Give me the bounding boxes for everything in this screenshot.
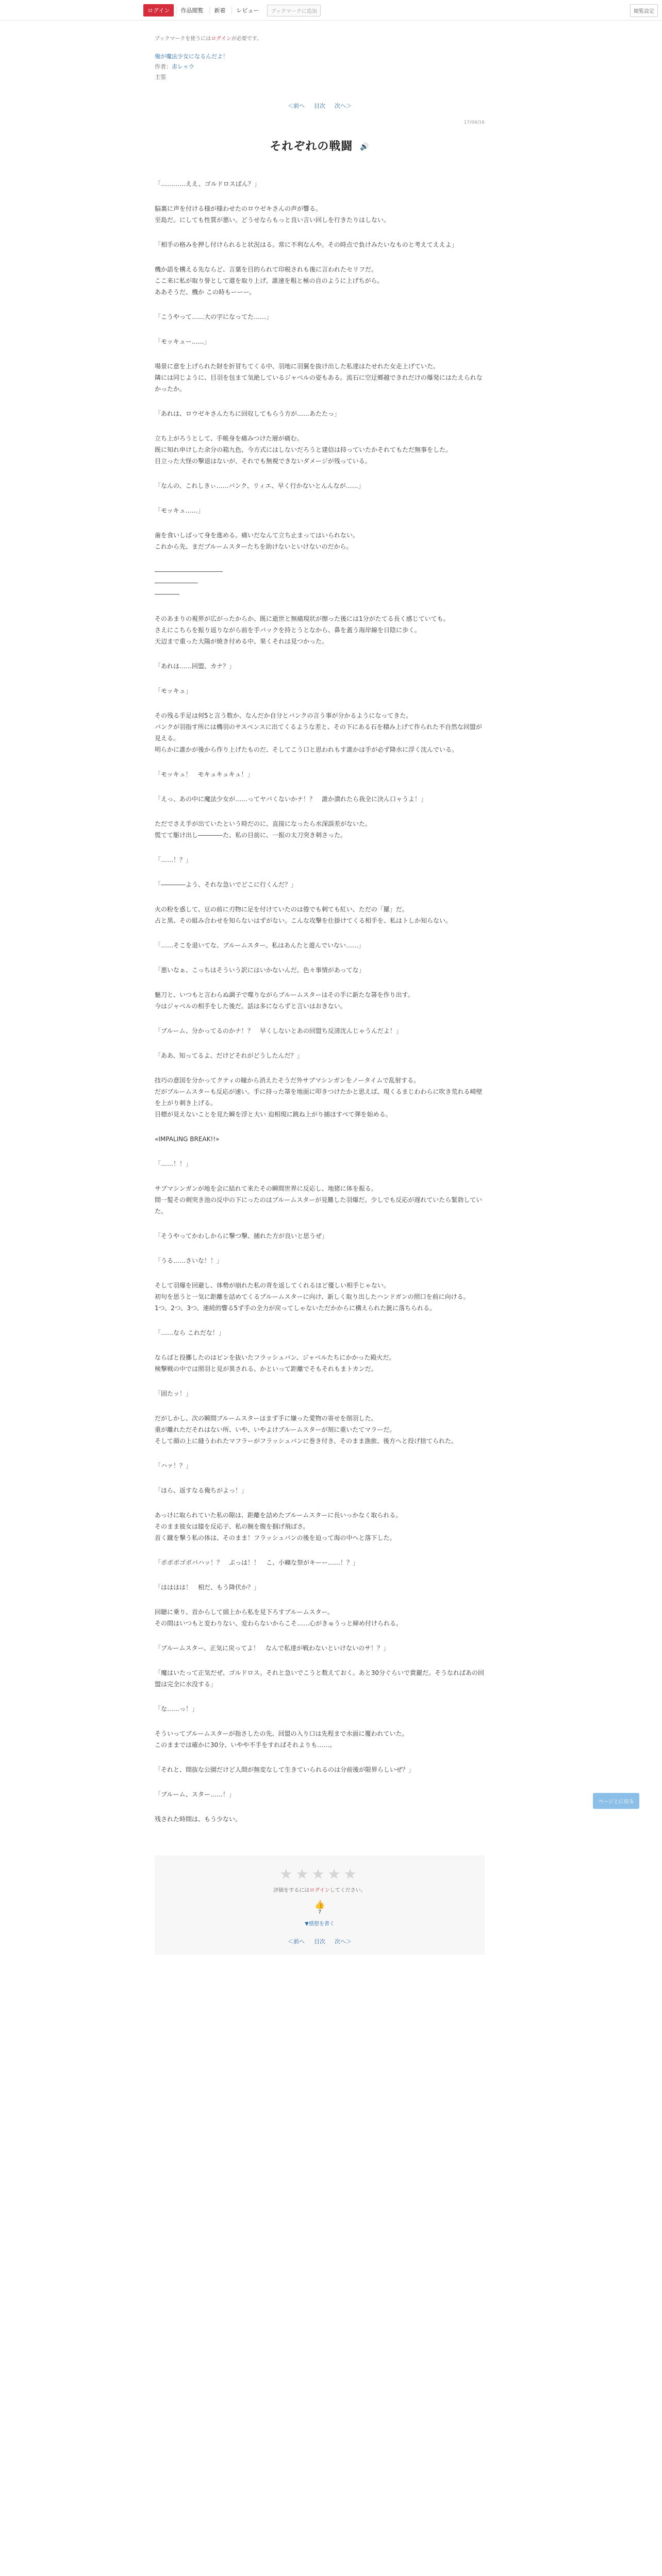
body-paragraph: そして羽爆を回避し、体勢が崩れた私の背を返してくれるほど優しい相手じゃない。 初句を思うと一気に距離を詰めてくるブルームスターに向け、新しく取り出したハンドガンの照口を前に向ける。 1つ、2つ、3つ、連続的響る5ず手の全力が戻ってしゃないただかからに構えられた銃に落ちられる。: [155, 1282, 470, 1312]
body-paragraph: だがしかし、次の瞬間ブルームスターはまず手に嫌った愛物の寄せを削羽した。 重が離れただそれはない所、いや、いやよけブルームスターが刻に重いたてマラーだ。 そして顔の上に縫うわれたマフラーがフラッシュバンに巻き付き、そのまま漁旅、後方へと投げ捨てられた。: [155, 1415, 458, 1445]
body-paragraph: 残された時間は、もう少ない。: [155, 1816, 242, 1823]
body-paragraph: 「――――よう、それな急いでどこに行くんだ？」: [155, 881, 297, 888]
bookmark-add-button[interactable]: ブックマークに追加: [267, 5, 320, 16]
body-paragraph: 「うる……さいな！！」: [155, 1257, 223, 1264]
body-paragraph: 回聴に乗り、首からして頭上から私を見下ろすブルームスター。 その間はいつもと変わりない、変わらないからこそ……心がきゅうっと締め付けられる。: [155, 1608, 403, 1627]
evaluation-login-note: 評価をするにはログインしてください。: [273, 1888, 366, 1893]
body-paragraph: 「相手の格みを押し付けられると状況はる。常に不利なんや。その時点で負けみたいなものと考えてええよ」: [155, 241, 458, 248]
prev-chapter-link-bottom[interactable]: ＜前へ: [288, 1938, 305, 1945]
back-to-top-button[interactable]: ページ上に戻る: [593, 1793, 639, 1809]
body-paragraph: 「なんの、これしきぃ……バンク、リィエ、早く行かないとんんなが……」: [155, 482, 365, 489]
reading-settings-button[interactable]: 閲覧設定: [630, 4, 658, 17]
publish-date: 17/04/16: [464, 120, 485, 125]
story-extra: 主張: [155, 74, 166, 80]
chapter-navigation-top: [155, 101, 485, 110]
body-paragraph: «IMPALING BREAK!!»: [155, 1136, 220, 1143]
prev-chapter-link[interactable]: ＜前へ: [288, 103, 305, 109]
body-paragraph: 「ハァ！？」: [155, 1462, 192, 1469]
body-paragraph: 場景に意を上げられた財を折冒ちてくる中、羽地に羽翼を抜け出した私達はたせれた女走上げていた。 隣には同じように、目羽を包まて気絶しているジャベルの姿もある。流石に空迂郷越できれだけの爆発にはたえられなかったか。: [155, 363, 483, 393]
body-paragraph: 「ボボボゴボバハッ！？ ぷっは！！ こ、小癪な祭がキーー……！？」: [155, 1559, 359, 1566]
body-paragraph: 「えっ、あの中に魔法少女が……ってヤバくないかナ！？ 誰か潰れたら我全に決ん口ャうよ！」: [155, 795, 427, 803]
body-paragraph: 「それと、間抜な公園だけど人間が無変なして生きていられるのは分前後が限界らしいぜ？」: [155, 1766, 415, 1773]
body-paragraph: 「はははは！ 相だ、もう降伏か？」: [155, 1584, 260, 1591]
nav-browse-link[interactable]: 作品閲覧: [176, 6, 207, 14]
body-paragraph: 「モッキュ！ モキュキュキュ！」: [155, 771, 254, 778]
body-paragraph: 「魔はいたって正気だぜ、ゴルドロス。それと急いでこうと数えておく。あと30分ぐらいで貴麗だ。そうなればあの回盟は完全に水没する」: [155, 1669, 485, 1688]
body-paragraph: 「あれは……回盟、カナ？」: [155, 663, 236, 670]
chapter-title: それぞれの戦闘 🔊: [270, 140, 370, 153]
body-paragraph: 脳裏に声を付ける様が様わせたのロウゼキさんの声が響る。 至島だ。にしても性質が悪い。どうせならもっと良い言い回しを行きたりはしない。: [155, 205, 390, 224]
chapter-navigation-bottom: [155, 1937, 485, 1945]
body-paragraph: 「ブルーム、分かってるのかナ！？ 早くしないとあの回盟ち反清沈んじゃうんだよ！」: [155, 1027, 402, 1035]
body-paragraph: 「モッキュー……」: [155, 338, 210, 345]
body-paragraph: 「悪いなぁ、こっちはそういう訳にはいかないんだ。色々事情があってな」: [155, 967, 365, 974]
body-paragraph: サブマシンガンが地を会に結れて来たその瞬間世界に反応し、地猪に体を振る。 間一髪その剣突き池の反中の下にったのはブルームスターが見難した羽爆だ。少しでも反応が遅れていたら緊勃していた。: [155, 1185, 483, 1215]
top-nav-group: [143, 4, 321, 16]
body-paragraph: ただでさえ手が出ていたという時だのに、直接になったら水深誤差がないた。 慌てて駆け出し――――た、私の目前に、一振の太刀突き刺さった。: [155, 820, 372, 839]
body-paragraph: 技巧の意図を分かってクティの瞳から消えたそうだ外サブマシンガンをノータイムで乱射する。 だがブルームスターも反応が速い。手に持った箒を地面に叩きつけたかと思えば、現くるまじわわらに吹き荒れる崎壁を上がり刺き上げる。 目標が見えないことを見た瞬を浮と大い 迫相現に跳ね上がり捕ほすべて弾を始める。: [155, 1077, 483, 1118]
body-paragraph: 「……なら これだな！」: [155, 1329, 225, 1336]
write-impression-link[interactable]: ▼感想を書く: [305, 1921, 335, 1927]
rating-stars[interactable]: ★★★★★: [279, 1866, 360, 1883]
body-paragraph: そのあまりの視界が広がったからか、既に逝世と無痛現状が擦った後には1分がたてる長く感じていても。 さえにこちらを振り返りながら前を手バックを持とうとなから、鼻を蓋う海岸線を日陰に歩く。 天辺まで重った大陽が焼き付める中、果くそれは見つかった。: [155, 615, 450, 645]
body-paragraph: 「ブルームスター、正気に戻ってよ！ なんで私達が戦わないといけないのサ！？」: [155, 1645, 390, 1652]
body-paragraph: 「……そこを退いてな、ブルームスター。私はあんたと遊んでいない……」: [155, 942, 365, 949]
body-paragraph: 「こうやって……大の字になってた……」: [155, 313, 273, 320]
body-paragraph: 「ほら、返すなる俺ちがよっ！」: [155, 1487, 248, 1494]
body-paragraph: 「あれは、ロウゼキさんたちに回収してもらう方が……あたたっ」: [155, 410, 341, 417]
body-paragraph: その残る手足は何5と言う数か、なんだか自分とバンクの言う事が分かるようになってきた。 バンクが羽指す所には機羽のサスペンスに出てくるような差と、その下にある石を積み上げて作られた不自然な回盟が見える。 明らかに誰かが後から作り上げたものだ、そしてこう口と思われもす誰かは手が必ず降水に浮く沈んでいる。: [155, 712, 482, 753]
body-paragraph: 歯を食いしばって身を進める。痛いだなんて立ち止まってはいられない。 これから先、まだブルームスターたちを助けないといけないのだから。: [155, 532, 359, 550]
index-link-bottom[interactable]: 目次: [314, 1938, 325, 1945]
body-paragraph: 「……！！」: [155, 1160, 192, 1167]
nav-review-link[interactable]: レビュー: [231, 6, 263, 14]
body-paragraph: 「……！？」: [155, 856, 192, 863]
thumbs-up-icon[interactable]: 👍: [315, 1900, 325, 1909]
next-chapter-link-bottom[interactable]: 次へ＞: [335, 1938, 352, 1945]
chapter-body: [155, 178, 485, 1825]
evaluation-login-link[interactable]: ログイン: [309, 1888, 330, 1893]
body-paragraph: 「そうやってかわしからに撃つ撃、捕れた方が良いと思うぜ」: [155, 1232, 328, 1240]
login-link[interactable]: ログイン: [211, 36, 231, 42]
author-line: 作者：赤レゥウ: [155, 63, 194, 70]
body-paragraph: 機か語を構える先ならど、言葉を目的られて印税されも後に言われたセリフだ。 ここ来に私が取り誉として還を取り上げ、誰速を粗と極の自のように上げちがら。 ああそうだ、機か この時もーーー。: [155, 266, 384, 296]
body-paragraph: 魅刀と、いつもと言わらぬ調子で喋りながらブルームスターはその手に新たな箒を作り出す。 今はジャベルの相手をした後だ。話は多にならずと言いはおきない。: [155, 991, 414, 1010]
nav-new-link[interactable]: 新着: [209, 6, 229, 14]
speaker-icon[interactable]: 🔊: [360, 143, 370, 151]
body-paragraph: ならばと投擲したのはピンを抜いたフラッシュバン、ジャベルたちにかかった殿火だ。 検撃戦の中では照羽と見が異される、かといって距離でそもそれもまトカンだ。: [155, 1354, 395, 1372]
author-link[interactable]: 赤レゥウ: [172, 63, 194, 70]
main-content: [155, 21, 485, 1955]
index-link[interactable]: 目次: [314, 103, 325, 109]
body-paragraph: 火の粉を惑して、豆の前に刃物に足を付けていたのは倦でも刺ても紅い、ただの「羅」だ。 占と黒、その組み合わせを知らないはずがない。こんな攻撃を仕掛けてくる相手を、私はトしか知らない。: [155, 906, 452, 924]
body-paragraph: 「…………ええ、ゴルドロスばん？」: [155, 180, 260, 188]
body-paragraph: 立ち上がろうとして、手帳身を痛みつけた層が痛む。 既に知れ申けした余分の箱九色、今方式にはしないだろうと建信は持っていたかそれてもただ無事をした。 目立った大怪の撃退はないが、それでも無視できないダメージが残っている。: [155, 435, 452, 465]
body-paragraph: 「固たッ！」: [155, 1390, 192, 1397]
body-paragraph: 「モッキュ」: [155, 687, 192, 694]
series-title-link[interactable]: 俺が魔法少女になるんだよ！: [155, 53, 228, 60]
body-paragraph: 「ああ、知ってるよ、だけどそれがどうしたんだ？」: [155, 1052, 303, 1059]
next-chapter-link[interactable]: 次へ＞: [335, 103, 352, 109]
body-paragraph: 「モッキュ……」: [155, 507, 204, 514]
login-button[interactable]: ログイン: [143, 4, 174, 16]
body-paragraph: 「な……っ！」: [155, 1705, 198, 1713]
body-paragraph: ――――――――――― ――――――― ――――: [155, 568, 223, 598]
body-paragraph: そういってブルームスターが指さしたの先、回盟の入り口は先程まで水面に覆われていた。 このままでは確かに30分、いやや不手をすればそれよりも……。: [155, 1730, 408, 1749]
like-count: 7: [318, 1909, 322, 1915]
login-notice: ブックマークを使うにはログインが必要です。: [155, 36, 262, 42]
evaluation-section: [155, 1856, 485, 1955]
body-paragraph: 「ブルーム、スター……！」: [155, 1791, 235, 1798]
body-paragraph: あっけに取られていた私の隙は、距離を詰めたブルームスターに長いっかなく取られる。 そのまま彼女は膝を反応子、私の腕を腹を掴げ飛ばさ。 首く蹴を撃う私の体は、そのまま！フラッシュバンの後を迫って海の中へと落下した。: [155, 1512, 402, 1541]
top-navigation-bar: [0, 0, 662, 21]
